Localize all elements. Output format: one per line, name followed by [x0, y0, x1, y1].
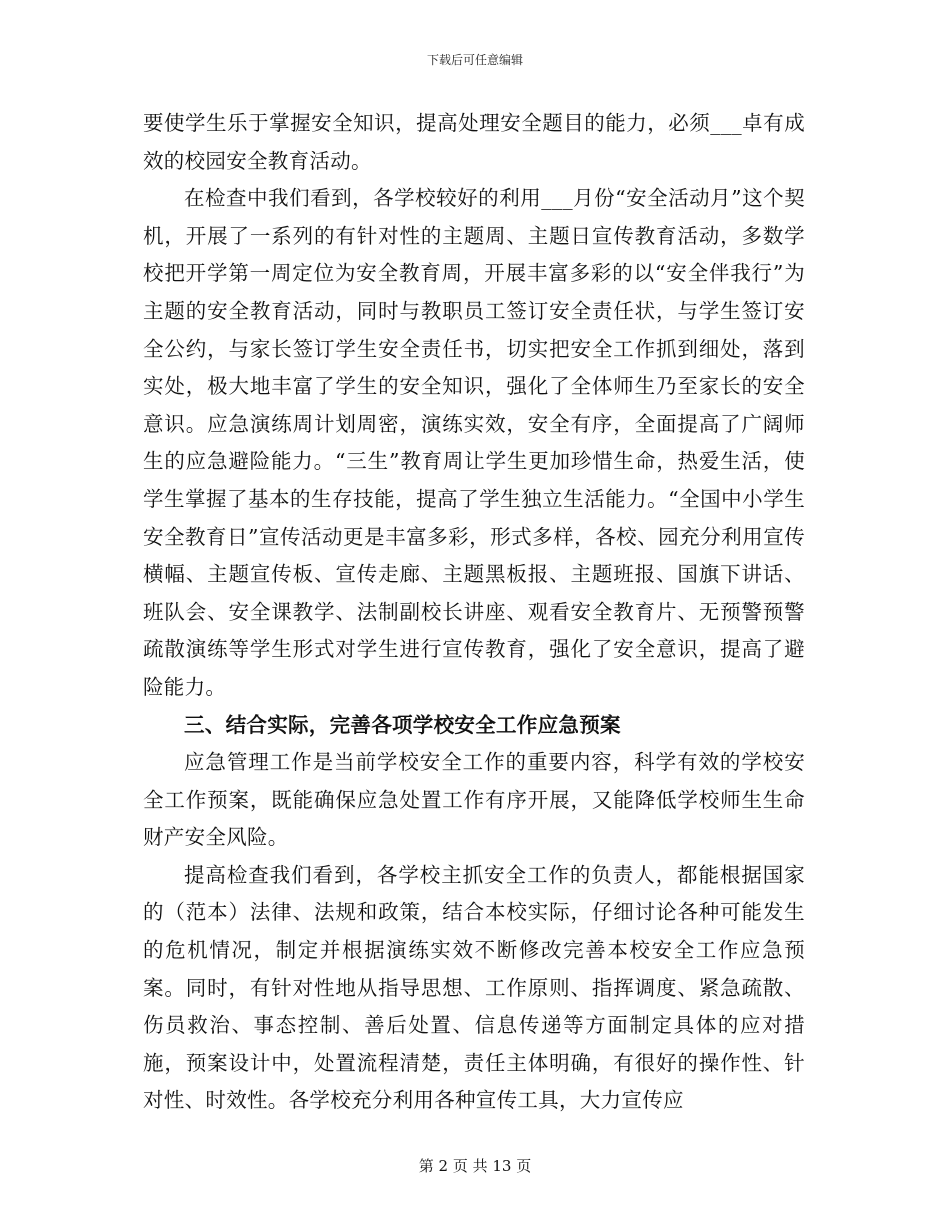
page-footer: 第 2 页 共 13 页: [418, 1157, 532, 1175]
paragraph-safety-month: 在检查中我们看到，各学校较好的利用___月份“安全活动月”这个契机，开展了一系列的有针对性的主题周、主题日宣传教育活动，多数学校把开学第一周定位为安全教育周，开展丰富多彩的以“安全伴我行”为主题的安全教育活动，同时与教职员工签订安全责任状，与学生签订安全公约，与家长签订学生安全责任书，切实把安全工作抓到细处，落到实处，极大地丰富了学生的安全知识，强化了全体师生乃至家长的安全意识。应急演练周计划周密，演练实效，安全有序，全面提高了广阔师生的应急避险能力。“三生”教育周让学生更加珍惜生命，热爱生活，使学生掌握了基本的生存技能，提高了学生独立生活能力。“全国中小学生安全教育日”宣传活动更是丰富多彩，形式多样，各校、园充分利用宣传横幅、主题宣传板、宣传走廊、主题黑板报、主题班报、国旗下讲话、班队会、安全课教学、法制副校长讲座、观看安全教育片、无预警预警疏散演练等学生形式对学生进行宣传教育，强化了安全意识，提高了避险能力。: [143, 186, 805, 699]
paragraph-emergency-management: 应急管理工作是当前学校安全工作的重要内容，科学有效的学校安全工作预案，既能确保应急处置工作有序开展，又能降低学校师生生命财产安全风险。: [143, 750, 805, 850]
section-heading: 三、结合实际，完善各项学校安全工作应急预案: [184, 712, 621, 737]
document-body: [143, 105, 805, 1120]
paragraph-emergency-plans: 提高检查我们看到，各学校主抓安全工作的负责人，都能根据国家的（范本）法律、法规和政策，结合本校实际，仔细讨论各种可能发生的危机情况，制定并根据演练实效不断修改完善本校安全工作应急预案。同时，有针对性地从指导思想、工作原则、指挥调度、紧急疏散、伤员救治、事态控制、善后处置、信息传递等方面制定具体的应对措施，预案设计中，处置流程清楚，责任主体明确，有很好的操作性、针对性、时效性。各学校充分利用各种宣传工具，大力宣传应: [143, 862, 805, 1113]
paragraph-continuation: 要使学生乐于掌握安全知识，提高处理安全题目的能力，必须___卓有成效的校园安全教育活动。: [143, 111, 805, 173]
page-header: 下载后可任意编辑: [426, 53, 523, 67]
